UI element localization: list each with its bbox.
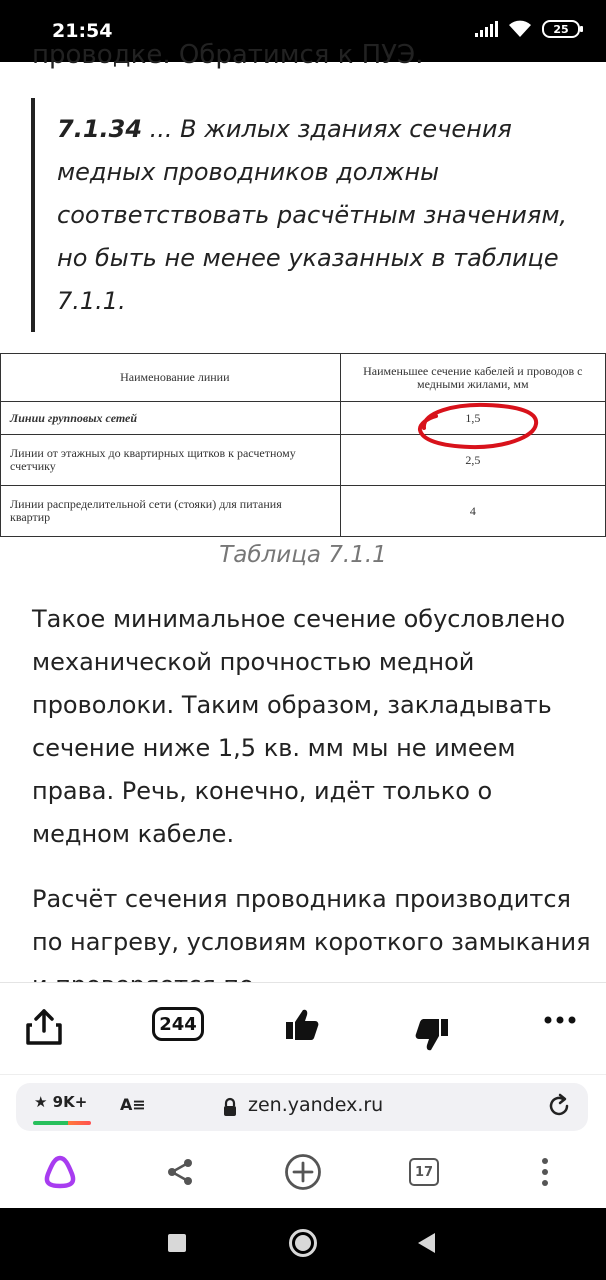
status-time: 21:54 [52, 20, 113, 42]
table-header-section [340, 354, 605, 402]
recents-button[interactable] [167, 1233, 187, 1253]
clipped-text-line: проводке. Обратимся к ПУЭ. [32, 40, 424, 70]
rating-bar [33, 1121, 91, 1125]
table-cell-name-text: Линии распределительной сети (стояки) для питания квартир [10, 497, 282, 524]
share-page-button[interactable] [160, 1152, 200, 1192]
more-options-button[interactable] [544, 1015, 576, 1025]
share-nodes-icon [165, 1157, 195, 1187]
quote-text [57, 108, 591, 323]
article-content [0, 40, 606, 982]
signal-icon [475, 21, 498, 37]
table-header-section-text: Наименьшее сечение кабелей и проводов с медными жилами, мм [363, 363, 583, 391]
battery-icon [542, 20, 580, 38]
like-button[interactable] [284, 1007, 320, 1043]
lock-icon [222, 1097, 238, 1117]
table-cell-name-text: Линии от этажных до квартирных щитков к расчетному счетчику [10, 446, 296, 473]
share-button[interactable] [24, 1007, 64, 1047]
url-text[interactable]: zen.yandex.ru [248, 1094, 384, 1116]
site-rating[interactable]: ★ 9K+ [34, 1093, 88, 1111]
paragraph-1: Такое минимальное сечение обусловлено механической прочностью медной проволоки. Таким образом, закладывать сечение ниже 1,5 кв. мм мы не имеем права. Речь, конечно, идёт только о медном кабеле. [32, 605, 566, 848]
system-nav-bar [0, 1208, 606, 1280]
thumbs-down-icon [414, 1017, 450, 1053]
home-button[interactable] [288, 1228, 318, 1258]
reload-icon[interactable] [546, 1093, 572, 1119]
table-header-name: Наименование линии [1, 354, 341, 402]
table-cell-value: 2,5 [340, 435, 605, 486]
article-action-bar [0, 982, 606, 1074]
tabs-button[interactable] [404, 1152, 444, 1192]
quote-block [31, 98, 591, 332]
share-icon [24, 1007, 64, 1047]
back-button[interactable] [416, 1232, 436, 1254]
table-header-row [1, 354, 606, 402]
comments-count: 244 [152, 1007, 204, 1041]
tabs-count: 17 [409, 1158, 439, 1186]
quote-body: ... В жилых зданиях сечения медных проводников должны соответствовать расчётным значениям, но быть не менее указанных в таблице 7.1.1. [57, 115, 568, 315]
thumbs-up-icon [284, 1007, 320, 1043]
paragraph-2: Расчёт сечения проводника производится по нагреву, условиям короткого замыкания [32, 885, 591, 956]
wifi-icon [508, 20, 532, 38]
battery-level: 25 [553, 22, 569, 36]
alice-icon [42, 1154, 78, 1190]
browser-address-bar [0, 1074, 606, 1138]
status-icons [475, 20, 580, 38]
alice-button[interactable] [40, 1152, 80, 1192]
plus-circle-icon [284, 1153, 322, 1191]
table-caption: Таблица 7.1.1 [219, 542, 387, 568]
table-row [1, 486, 606, 537]
table-cell-name [1, 435, 341, 486]
more-dots-icon [544, 1015, 576, 1025]
table-cell-value: 4 [340, 486, 605, 537]
browser-bottom-nav [0, 1138, 606, 1208]
dislike-button[interactable] [414, 1017, 450, 1053]
address-pill[interactable] [16, 1083, 588, 1131]
table-cell-name [1, 486, 341, 537]
table-cell-name: Линии групповых сетей [1, 402, 341, 435]
table-cell-value: 1,5 [340, 402, 605, 435]
new-tab-button[interactable] [283, 1152, 323, 1192]
vertical-dots-icon [541, 1157, 549, 1187]
quote-number: 7.1.34 [57, 115, 143, 143]
red-highlight-circle [416, 398, 542, 454]
reader-mode-icon[interactable]: A≡ [120, 1095, 146, 1114]
comments-button[interactable] [152, 1007, 204, 1041]
browser-menu-button[interactable] [525, 1152, 565, 1192]
